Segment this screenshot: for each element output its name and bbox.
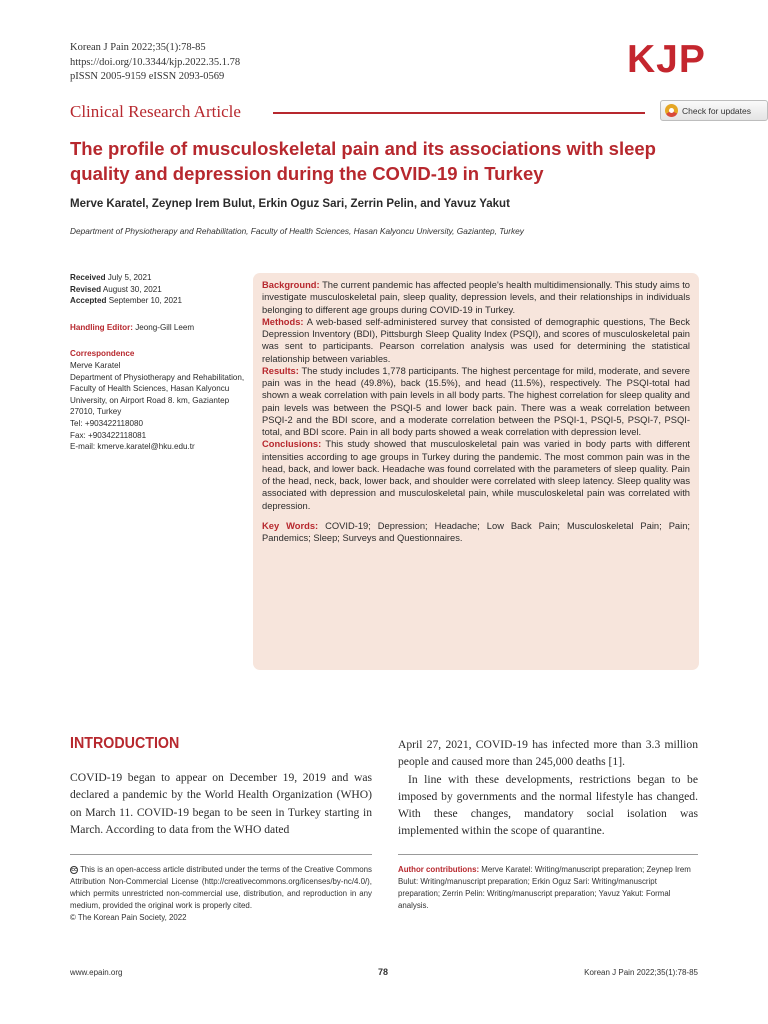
journal-logo: KJP (627, 38, 706, 81)
article-type-row (70, 100, 751, 124)
page-number: 78 (378, 967, 389, 977)
author-list: Merve Karatel, Zeynep Irem Bulut, Erkin Oguz Sari, Zerrin Pelin, and Yavuz Yakut (70, 198, 510, 210)
check-updates-icon (665, 104, 678, 117)
body-paragraph: April 27, 2021, COVID-19 has infected more than 3.3 million people and caused more than 245,000 deaths [1]. (398, 738, 698, 769)
issn: pISSN 2005-9159 eISSN 2093-0569 (70, 71, 225, 82)
check-updates-label: Check for updates (682, 105, 751, 116)
abstract-keywords: Key Words: COVID-19; Depression; Headache; Low Back Pain; Musculoskeletal Pain; Pain; Pandemics; Sleep; Surveys and Questionnaires. (262, 520, 690, 543)
article-info-sidebar (70, 272, 245, 453)
correspondence-email[interactable]: E-mail: kmerve.karatel@hku.edu.tr (70, 442, 195, 452)
creative-commons-icon: cc (71, 866, 77, 873)
correspondence-fax: Fax: +903422118081 (70, 430, 147, 440)
correspondence-name: Merve Karatel (70, 360, 121, 370)
copyright: © The Korean Pain Society, 2022 (70, 912, 187, 922)
footer-website[interactable]: www.epain.org (70, 968, 123, 977)
footnote-divider (70, 854, 372, 855)
article-title: The profile of musculoskeletal pain and its associations with sleep quality and depression during the COVID-19 in Turkey (70, 138, 656, 184)
abstract-conclusions: Conclusions: This study showed that musculoskeletal pain was varied in body parts with different intensities according to age groups in Turkey during the pandemic. The most common pain was in the head, back, and lower back. Headache was found correlated with the parameters of sleep quality. Pain of the head, neck, back, lower back, and shoulder were correlated with sleep latency. Sleep quality was associated with depression and musculoskeletal pain, while musculoskeletal pain was correlated with depression. (262, 439, 690, 511)
article-type: Clinical Research Article (70, 102, 241, 121)
section-heading-introduction: INTRODUCTION (70, 735, 180, 752)
body-paragraph: COVID-19 began to appear on December 19, 2019 and was declared a pandemic by the World Health Organization (WHO) on March 11. COVID-19 began to be seen in Turkey starting in March. According to data from the WHO dated (70, 771, 372, 836)
body-paragraph: In line with these developments, restrictions began to be imposed by governments and the normal lifestyle has changed. With these changes, mandatory social isolation was implemented within the scope of quarantine. (398, 772, 698, 838)
body-column-left (70, 769, 372, 838)
journal-citation: Korean J Pain 2022;35(1):78-85 (70, 42, 206, 53)
abstract-methods: Methods: A web-based self-administered survey that consisted of demographic questions, The Beck Depression Inventory (BDI), Pittsburgh Sleep Quality Index (PSQI), and scores of musculoskeletal pain was sent to participants. Pearson correlation analysis was used for determining the statistical relationship between variables. (262, 316, 690, 364)
author-contributions: Author contributions: Merve Karatel: Writing/manuscript preparation; Zeynep Irem Bulut: Writing/manuscript preparation; Erkin Oguz Sari: Writing/manuscript preparation; Zerrin Pelin: Writing/manuscript preparation; Yavuz Yakut: Formal analysis. (398, 865, 691, 910)
check-for-updates-button[interactable] (660, 100, 768, 121)
abstract-box (253, 273, 699, 670)
abstract-background: Background: The current pandemic has affected people's health multidimensionally. This study aims to investigate musculoskeletal pain, sleep quality, depression levels, and their relationships in individuals belonging to different age groups during COVID-19 in Turkey. (262, 280, 691, 315)
body-column-right (398, 736, 698, 840)
handling-editor: Handling Editor: Jeong-Gill Leem (70, 322, 195, 332)
footer-citation: Korean J Pain 2022;35(1):78-85 (584, 968, 698, 977)
accepted-date: Accepted September 10, 2021 (70, 296, 183, 306)
abstract-results: Results: The study includes 1,778 participants. The highest percentage for mild, moderate, and severe pain was in the head (49.8%), back (15.5%), and head (11.5%), respectively. The PSQI-total had shown a weak correlation with pain levels in all body parts. The highest correlation for sleep quality and pain levels was between the PSQI-5 and lower back pain. There was a weak correlation between PSQI-2 and the BDI score, and a moderate correlation between the PSQI-1, PSQI-5, PSQI-7, PSQI-total, and BDI score. Pain in all body parts showed a weak correlation with depression level. (262, 365, 690, 437)
affiliation: Department of Physiotherapy and Rehabilitation, Faculty of Health Sciences, Hasan Kalyoncu University, Gaziantep, Turkey (70, 226, 524, 236)
doi-link[interactable]: https://doi.org/10.3344/kjp.2022.35.1.78 (70, 56, 241, 68)
journal-header-meta (70, 41, 240, 85)
received-date: Received July 5, 2021 (70, 273, 152, 282)
correspondence-heading: Correspondence (70, 349, 135, 359)
divider (273, 112, 645, 114)
license-footnote (70, 864, 372, 924)
footnote-divider (398, 854, 698, 855)
correspondence-address: Department of Physiotherapy and Rehabilitation, Faculty of Health Sciences, Hasan Kalyoncu University, on Airport Road 8. km, Gaziantep 27010, Turkey (70, 372, 245, 417)
correspondence-tel: Tel: +903422118080 (70, 418, 143, 428)
license-text: This is an open-access article distributed under the terms of the Creative Commons Attribution Non-Commercial License (http://creativecommons.org/licenses/by-nc/4.0/), which permits unrestricted non-commercial use, distribution, and reproduction in any medium, provided the original work is properly cited. (70, 865, 372, 910)
revised-date: Revised August 30, 2021 (70, 284, 162, 294)
